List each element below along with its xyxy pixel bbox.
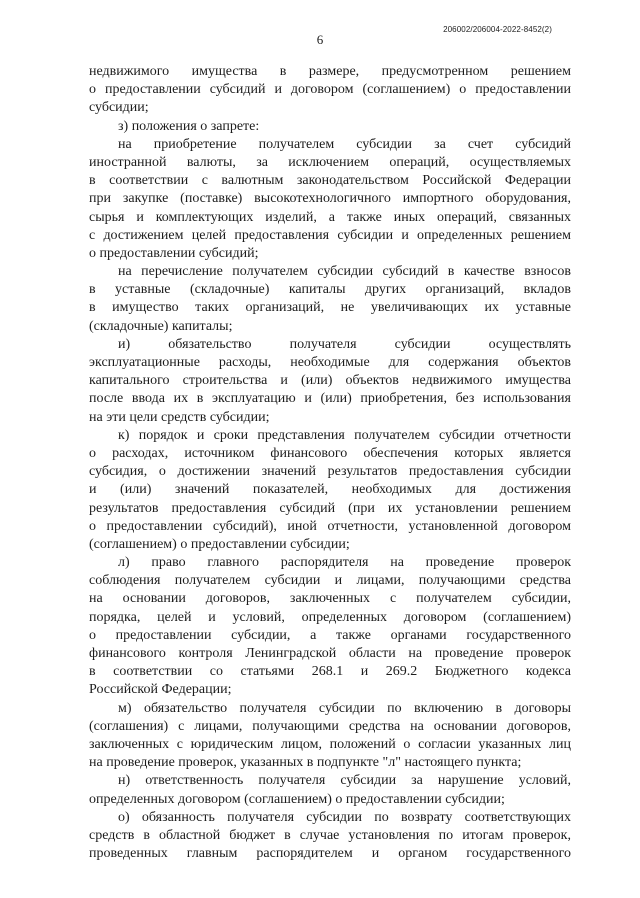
text-line: м) обязательство получателя субсидии по включению в договоры: [118, 700, 571, 716]
document-id: 206002/206004-2022-8452(2): [443, 25, 552, 34]
text-line: проведенных главным распорядителем и органом государственного: [89, 846, 571, 862]
text-line: н) ответственность получателя субсидии за нарушение условий,: [118, 773, 571, 789]
text-line: на перечисление получателем субсидии субсидий в качестве взносов: [118, 264, 571, 280]
text-line: определенных договором (соглашением) о предоставлении субсидии;: [89, 791, 505, 807]
text-line: в соответствии со статьями 268.1 и 269.2 Бюджетного кодекса: [89, 664, 571, 680]
text-line: на приобретение получателем субсидии за счет субсидий: [118, 136, 571, 152]
text-line: о расходах, источником финансового обеспечения которых является: [89, 445, 571, 461]
text-line: Российской Федерации;: [89, 682, 232, 698]
text-line: после ввода их в эксплуатацию и (или) приобретения, без использования: [89, 391, 571, 407]
text-line: (соглашением) о предоставлении субсидии;: [89, 536, 350, 552]
text-line: и (или) значений показателей, необходимых для достижения: [89, 482, 571, 498]
text-line: субсидии;: [89, 100, 149, 116]
page-number: 6: [316, 32, 324, 47]
text-line: капитального строительства и (или) объектов недвижимого имущества: [89, 373, 571, 389]
text-line: недвижимого имущества в размере, предусмотренном решением: [89, 64, 571, 79]
body-text: [89, 63, 571, 863]
text-line: в уставные (складочные) капиталы других организаций, вкладов: [89, 282, 571, 298]
text-line: (соглашения) с лицами, получающими средства на основании договоров,: [89, 718, 571, 734]
text-line: на эти цели средств субсидии;: [89, 409, 270, 425]
text-line: результатов предоставления субсидий (при их установлении решением: [89, 500, 571, 516]
text-line: иностранной валюты, за исключением операций, осуществляемых: [89, 154, 571, 170]
text-line: сырья и комплектующих изделий, а также иных операций, связанных: [89, 209, 571, 225]
text-line: в соответствии с валютным законодательством Российской Федерации: [89, 173, 571, 189]
text-line: в имущество таких организаций, не увеличивающих их уставные: [89, 300, 571, 316]
text-line: (складочные) капиталы;: [89, 318, 233, 334]
text-line: з) положения о запрете:: [118, 118, 260, 134]
text-line: заключенных с юридическим лицом, положений о согласии указанных лиц: [89, 736, 571, 752]
text-line: на основании договоров, заключенных с получателем субсидии,: [89, 591, 571, 607]
text-line: о) обязанность получателя субсидии по возврату соответствующих: [118, 809, 571, 825]
text-line: и) обязательство получателя субсидии осуществлять: [118, 336, 571, 352]
text-line: л) право главного распорядителя на проведение проверок: [118, 555, 571, 571]
text-line: при закупке (поставке) высокотехнологичного импортного оборудования,: [89, 191, 571, 207]
text-line: финансового контроля Ленинградской области на проведение проверок: [89, 646, 571, 661]
text-line: средств в областной бюджет в случае установления по итогам проверок,: [89, 827, 571, 843]
text-line: с достижением целей предоставления субсидии и определенных решением: [89, 227, 571, 243]
text-line: соблюдения получателем субсидии и лицами, получающими средства: [89, 573, 571, 589]
text-line: субсидия, о достижении значений результатов предоставления субсидии: [89, 464, 571, 480]
text-line: о предоставлении субсидий;: [89, 245, 259, 261]
text-line: на проведение проверок, указанных в подпункте "л" настоящего пункта;: [89, 755, 522, 771]
text-line: о предоставлении субсидий и договором (соглашением) о предоставлении: [89, 82, 571, 98]
text-line: к) порядок и сроки представления получателем субсидии отчетности: [118, 427, 571, 443]
text-line: о предоставлении субсидии, а также органами государственного: [89, 627, 571, 643]
text-line: порядка, целей и условий, определенных договором (соглашением): [89, 609, 571, 625]
text-line: эксплуатационные расходы, необходимые для содержания объектов: [89, 355, 571, 370]
text-line: о предоставлении субсидий), иной отчетности, установленной договором: [89, 518, 571, 534]
